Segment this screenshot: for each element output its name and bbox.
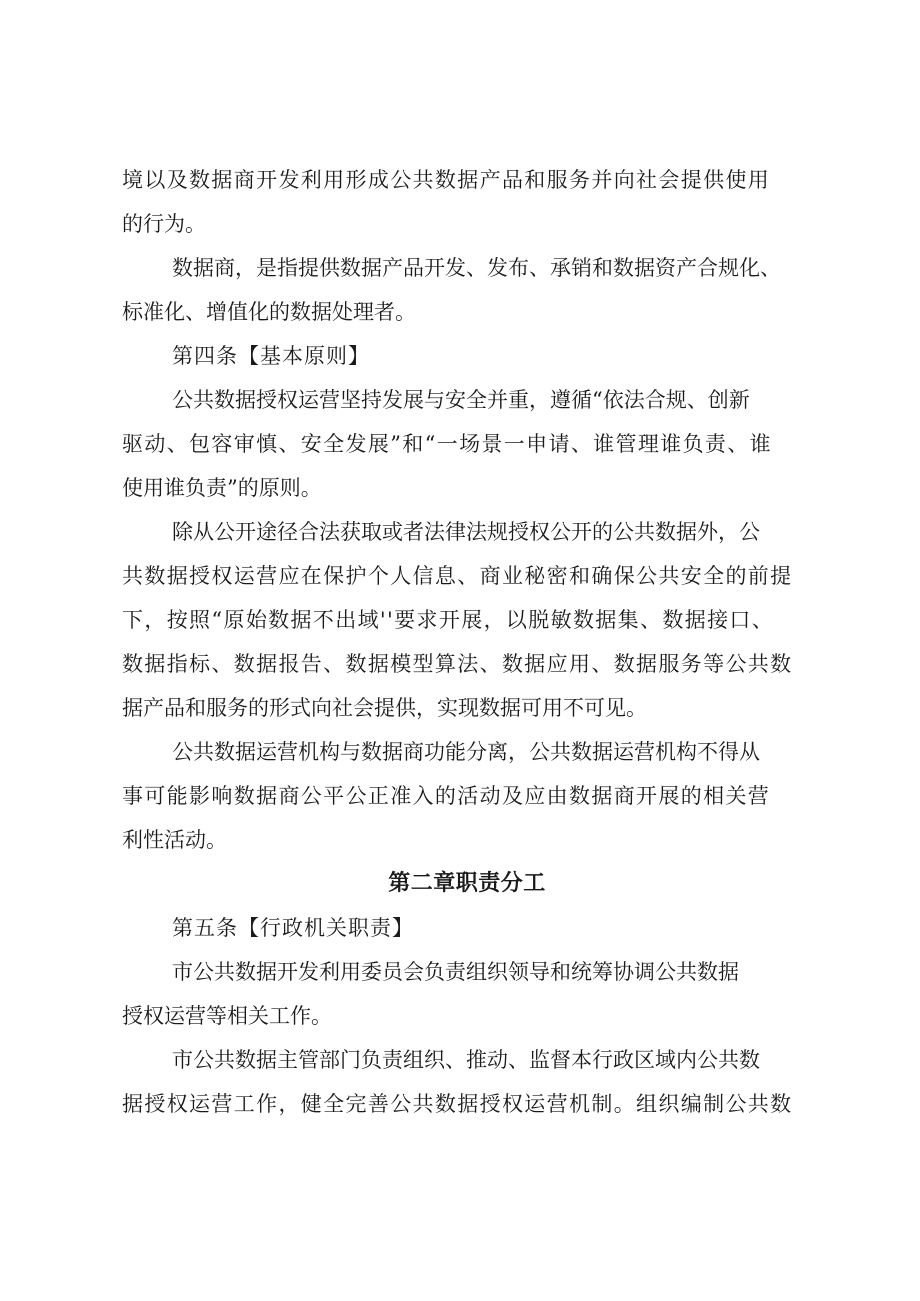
- paragraph-line: 市公共数据主管部门负责组织、推动、监督本行政区域内公共数: [172, 1048, 760, 1072]
- paragraph-line: 共数据授权运营应在保护个人信息、商业秘密和确保公共安全的前提: [122, 564, 793, 588]
- paragraph-line: 标准化、增值化的数据处理者。: [122, 300, 416, 324]
- paragraph-line: 据产品和服务的形式向社会提供，实现数据可用不可见。: [122, 696, 647, 720]
- paragraph-line: 事可能影响数据商公平公正准入的活动及应由数据商开展的相关营: [122, 784, 771, 808]
- paragraph-line: 下，按照“原始数据不出域''要求开展，以脱敏数据集、数据接口、: [122, 608, 775, 632]
- chapter-2-heading: 第二章职责分工: [388, 871, 546, 896]
- paragraph-line: 使用谁负责”的原则。: [122, 476, 322, 500]
- paragraph-line: 的行为。: [122, 212, 206, 236]
- paragraph-line: 利性活动。: [122, 828, 227, 852]
- paragraph-line: 市公共数据开发利用委员会负责组织领导和统筹协调公共数据: [172, 960, 739, 984]
- paragraph-line: 公共数据运营机构与数据商功能分离，公共数据运营机构不得从: [172, 740, 760, 764]
- paragraph-line: 除从公开途径合法获取或者法律法规授权公开的公共数据外，公: [172, 520, 760, 544]
- paragraph-line: 授权运营等相关工作。: [122, 1004, 332, 1028]
- paragraph-line: 境以及数据商开发利用形成公共数据产品和服务并向社会提供使用: [122, 168, 771, 192]
- paragraph-line: 驱动、包容审慎、安全发展”和“一场景一申请、谁管理谁负责、谁: [122, 432, 772, 456]
- article-4-heading: 第四条【基本原则】: [172, 344, 370, 368]
- paragraph-line: 据授权运营工作，健全完善公共数据授权运营机制。组织编制公共数: [122, 1092, 793, 1116]
- paragraph-line: 数据商，是指提供数据产品开发、发布、承销和数据资产合规化、: [172, 256, 781, 280]
- paragraph-line: 公共数据授权运营坚持发展与安全并重，遵循“依法合规、创新: [172, 388, 750, 412]
- paragraph-line: 数据指标、数据报告、数据模型算法、数据应用、数据服务等公共数: [122, 652, 793, 676]
- article-5-heading: 第五条【行政机关职责】: [172, 916, 414, 940]
- document-body: [122, 158, 812, 1126]
